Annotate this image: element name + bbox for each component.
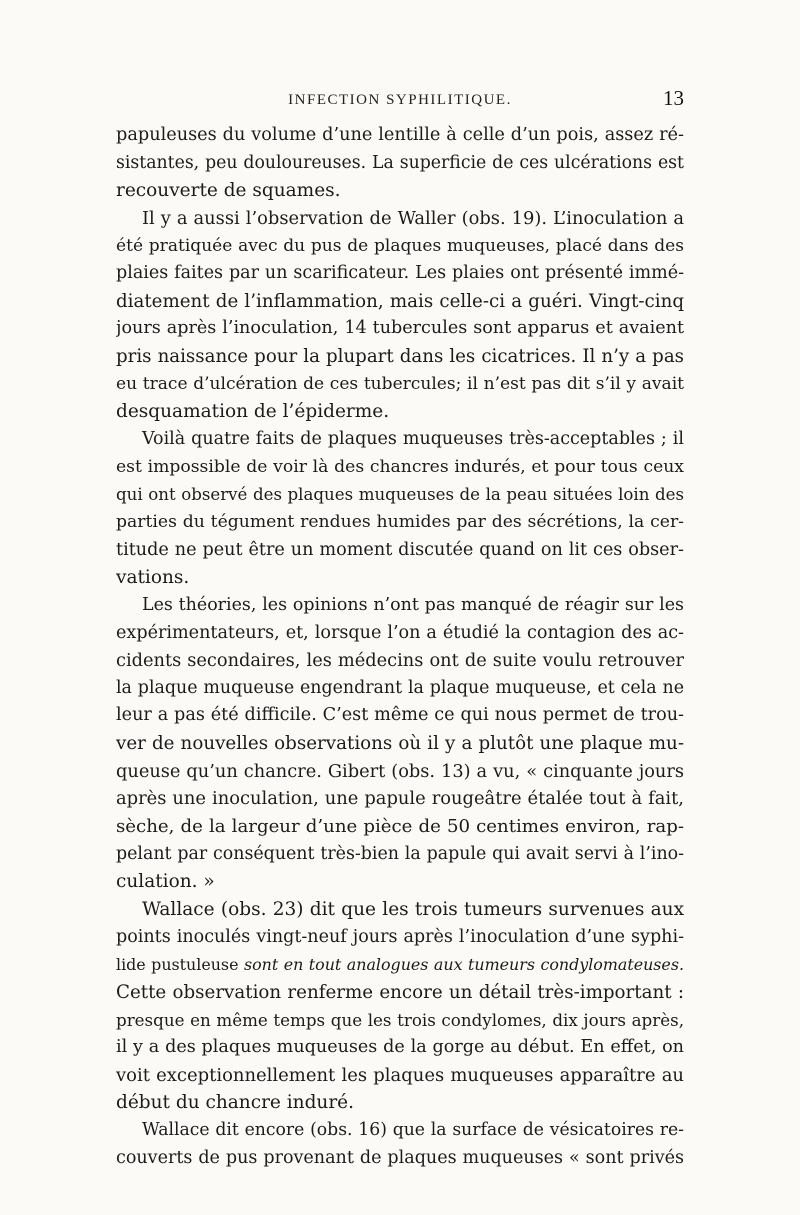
text-line [116, 592, 684, 620]
text-line-content: culation. » [116, 871, 215, 893]
text-line-content: Les théories, les opinions n’ont pas manqué de réagir sur les [142, 594, 684, 615]
body-text [116, 122, 684, 1172]
text-line-content: presque en même temps que les trois condylomes, dix jours après, [116, 1009, 684, 1030]
text-line-content: voit exceptionnellement les plaques muqueuses apparaître au [116, 1064, 684, 1086]
text-line-content: desquamation de l’épiderme. [116, 401, 390, 423]
text-line [116, 371, 684, 399]
text-line-content: jours après l’inoculation, 14 tubercules sont apparus et avaient [116, 318, 684, 339]
text-line-content: Wallace dit encore (obs. 16) que la surface de vésicatoires re- [142, 1120, 684, 1141]
text-line-content: diatement de l’inflammation, mais celle-ci a guéri. Vingt-cinq [116, 290, 684, 312]
text-line [116, 122, 684, 150]
text-line-content: couverts de pus provenant de plaques muqueuses « sont privés [116, 1147, 684, 1168]
text-line [116, 620, 684, 648]
text-line [116, 205, 684, 233]
text-line-content: Wallace (obs. 23) dit que les trois tumeurs survenues aux [142, 898, 684, 920]
text-line-content: recouverte de squames. [116, 180, 341, 202]
text-line-content: Voilà quatre faits de plaques muqueuses très-acceptables ; il [142, 429, 684, 450]
text-line [116, 841, 684, 869]
text-line [116, 868, 684, 896]
text-line [116, 150, 684, 178]
text-line-content: pris naissance pour la plupart dans les cicatrices. Il n’y a pas [116, 346, 684, 368]
text-line [116, 509, 684, 537]
text-line-content: leur a pas été difficile. C’est même ce qui nous permet de trou- [116, 705, 684, 726]
text-line [116, 260, 684, 288]
text-line [116, 951, 684, 979]
text-line [116, 1145, 684, 1173]
text-line [116, 454, 684, 482]
text-line [116, 564, 684, 592]
text-line-content: plaies faites par un scarificateur. Les plaies ont présenté immé- [116, 263, 684, 284]
text-line [116, 758, 684, 786]
text-line [116, 177, 684, 205]
text-line [116, 1117, 684, 1145]
page-header [116, 86, 684, 122]
text-line-content: sistantes, peu douloureuses. La superficie de ces ulcérations est [116, 152, 684, 173]
text-line-content: sèche, de la largeur d’une pièce de 50 centimes environ, rap- [116, 816, 684, 838]
text-line-content: pelant par conséquent très-bien la papule qui avait servi à l’ino- [116, 843, 684, 864]
text-line [116, 675, 684, 703]
running-title: INFECTION SYPHILITIQUE. [288, 92, 512, 108]
text-line [116, 896, 684, 924]
text-line [116, 924, 684, 952]
text-line-content: été pratiquée avec du pus de plaques muqueuses, placé dans des [116, 235, 684, 256]
text-line-content: il y a des plaques muqueuses de la gorge au début. En effet, on [116, 1037, 684, 1058]
page-number: 13 [663, 86, 684, 110]
text-line-content: points inoculés vingt-neuf jours après l’inoculation d’une syphi- [116, 926, 684, 947]
text-line-content: qui ont observé des plaques muqueuses de la peau situées loin des [116, 485, 684, 505]
text-line [116, 647, 684, 675]
italic-text: sont en tout analogues aux tumeurs condylomateuses. [243, 955, 684, 975]
text-line-content: lide pustuleuse [116, 955, 244, 975]
text-line-content: parties du tégument rendues humides par des sécrétions, la cer- [116, 511, 684, 532]
text-line [116, 702, 684, 730]
text-line [116, 426, 684, 454]
text-line-content: la plaque muqueuse engendrant la plaque muqueuse, et cela ne [116, 677, 684, 698]
text-line [116, 730, 684, 758]
text-line-content: après une inoculation, une papule rougeâtre étalée tout à fait, [116, 788, 684, 810]
text-line [116, 1007, 684, 1035]
text-line-content: ver de nouvelles observations où il y a plutôt une plaque mu- [116, 733, 684, 755]
text-line-content: est impossible de voir là des chancres indurés, et pour tous ceux [116, 456, 684, 477]
text-line-content: vations. [116, 567, 190, 589]
text-line [116, 1034, 684, 1062]
text-line-content: cidents secondaires, les médecins ont de suite voulu retrouver [116, 650, 684, 672]
text-line [116, 785, 684, 813]
text-line [116, 288, 684, 316]
text-line-content: Cette observation renferme encore un détail très-important : [116, 981, 684, 1003]
text-line [116, 1089, 684, 1117]
text-line [116, 481, 684, 509]
text-line [116, 979, 684, 1007]
text-line-content: queuse qu’un chancre. Gibert (obs. 13) a vu, « cinquante jours [116, 760, 684, 782]
text-line [116, 813, 684, 841]
text-line [116, 398, 684, 426]
text-line [116, 343, 684, 371]
text-line-content: début du chancre induré. [116, 1092, 355, 1114]
text-line-content: eu trace d’ulcération de ces tubercules; il n’est pas dit s’il y avait [116, 373, 684, 394]
text-line [116, 1062, 684, 1090]
text-line-content: Il y a aussi l’observation de Waller (obs. 19). L’inoculation a [142, 207, 684, 229]
text-line [116, 315, 684, 343]
text-line [116, 537, 684, 565]
text-line-content: titude ne peut être un moment discutée quand on lit ces obser- [116, 539, 684, 560]
text-line [116, 233, 684, 261]
text-line-content: expérimentateurs, et, lorsque l’on a étudié la contagion des ac- [116, 622, 684, 643]
text-line-content: papuleuses du volume d’une lentille à celle d’un pois, assez ré- [116, 125, 684, 145]
